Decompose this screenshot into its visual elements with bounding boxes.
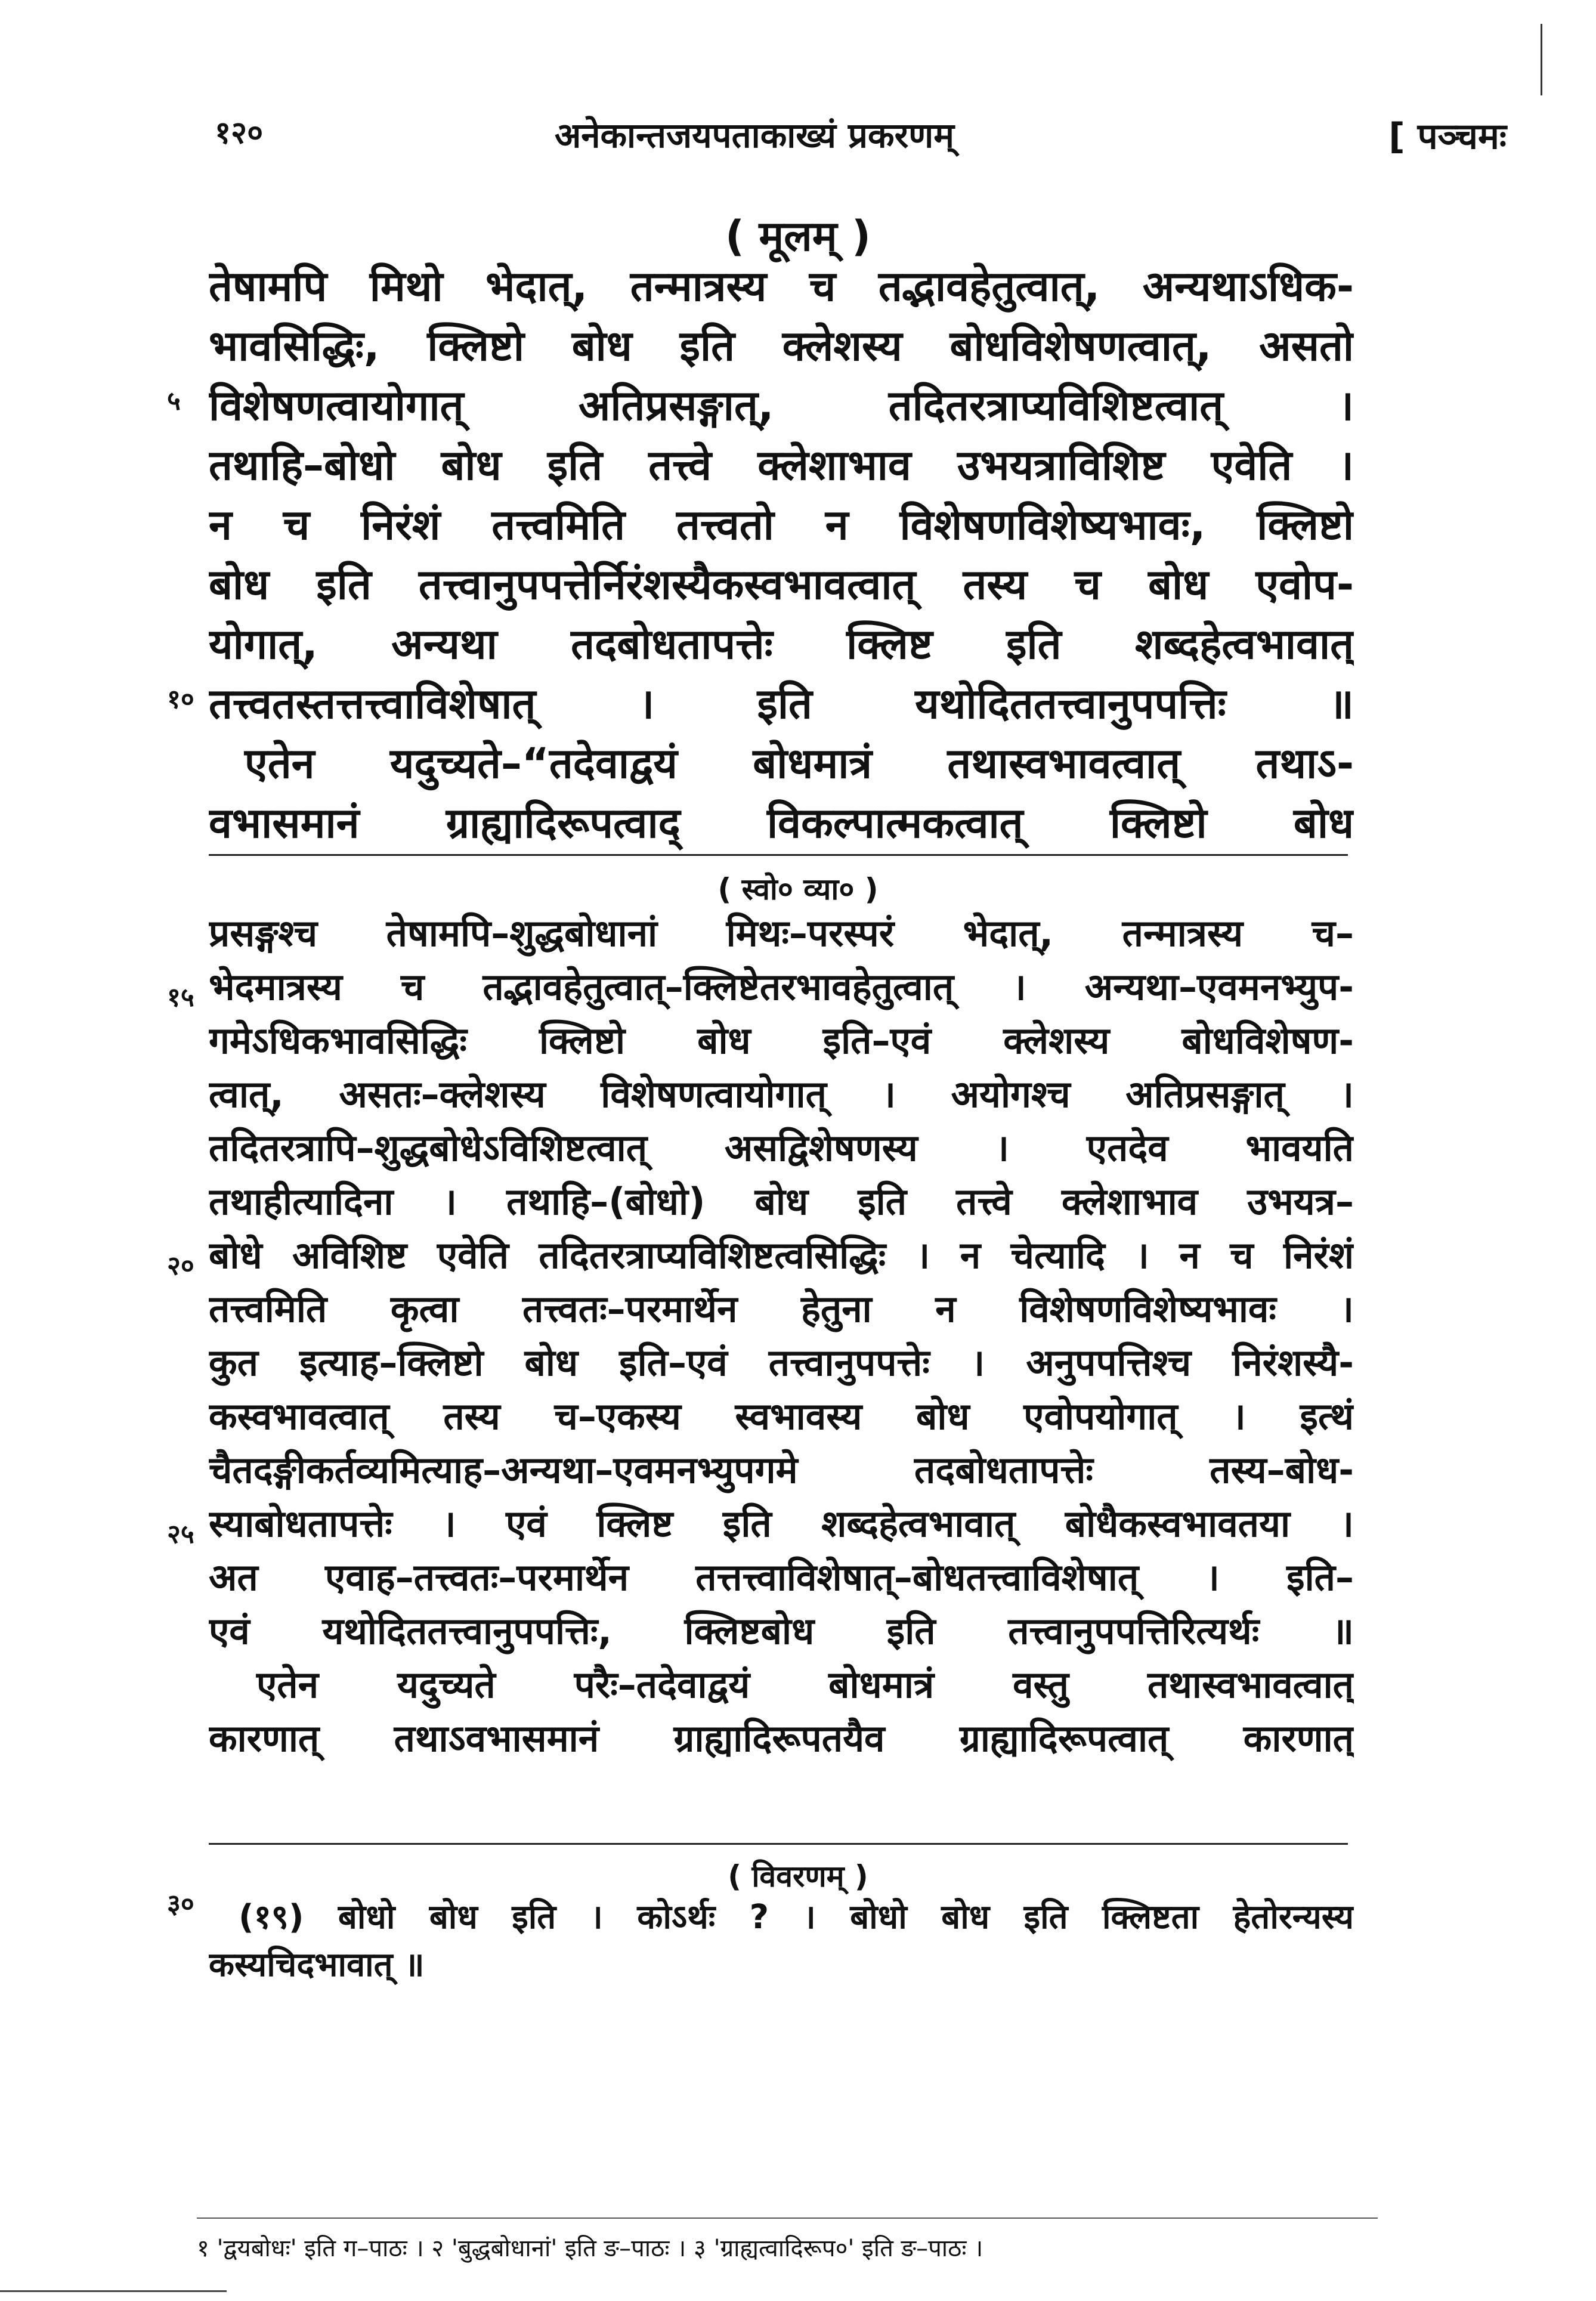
vivarana-line: (१९) बोधो बोध इति । कोऽर्थः ? । बोधो बोध इति क्लिष्टता हेतोरन्यस्य [239,1898,1354,1937]
commentary-line: एतेन यदुच्यते परैः–तदेवाद्वयं बोधमात्रं वस्तु तथास्वभावत्वात् [256,1663,1354,1706]
page-header [197,110,1507,158]
running-title: अनेकान्तजयपताकाख्यं प्रकरणम् [555,115,954,156]
mula-line: तेषामपि मिथो भेदात्, तन्मात्रस्य च तद्भावहेतुत्वात्, अन्यथाऽधिक- [209,262,1354,311]
commentary-line: कस्वभावत्वात् तस्य च–एकस्य स्वभावस्य बोध एवोपयोगात् । इत्थं [209,1394,1354,1438]
commentary-line: गमेऽधिकभावसिद्धिः क्लिष्टो बोध इति–एवं क्लेशस्य बोधविशेषण- [209,1019,1354,1062]
svopajna-heading: ( स्वो० व्या० ) [717,872,879,907]
commentary-line: कुत इत्याह–क्लिष्टो बोध इति–एवं तत्त्वानुपपत्तेः । अनुपपत्तिश्च निरंशस्यै- [209,1341,1354,1384]
mula-line: बोध इति तत्त्वानुपपत्तेर्निरंशस्यैकस्वभावत्वात् तस्य च बोध एवोप- [209,560,1354,609]
page-number: १२० [215,115,264,151]
commentary-line: तदितरत्रापि–शुद्धबोधेऽविशिष्टत्वात् असद्विशेषणस्य । एतदेव भावयति [209,1126,1354,1170]
mula-line: योगात्, अन्यथा तदबोधतापत्तेः क्लिष्ट इति शब्दहेत्वभावात् [209,620,1354,669]
commentary-line: कारणात् तथाऽवभासमानं ग्राह्यादिरूपतयैव ग्राह्यादिरूपत्वात् कारणात् [209,1717,1354,1760]
line-number: २५ [167,1519,194,1550]
section-divider [209,854,1348,856]
page-edge-line [0,2290,227,2292]
commentary-line: चैतदङ्गीकर्तव्यमित्याह–अन्यथा–एवमनभ्युपगमे तदबोधतापत्तेः तस्य–बोध- [209,1448,1354,1492]
commentary-line: तत्त्वमिति कृत्वा तत्त्वतः–परमार्थेन हेतुना न विशेषणविशेष्यभावः । [209,1287,1354,1331]
mula-line: वभासमानं ग्राह्यादिरूपत्वाद् विकल्पात्मकत्वात् क्लिष्टो बोध [209,799,1354,848]
line-number: १५ [167,982,194,1013]
line-number: १० [167,684,194,715]
mula-line: तत्त्वतस्तत्तत्त्वाविशेषात् । इति यथोदिततत्त्वानुपपत्तिः ॥ [209,679,1354,728]
commentary-line: अत एवाह–तत्त्वतः–परमार्थेन तत्तत्त्वाविशेषात्–बोधतत्त्वाविशेषात् । इति– [209,1555,1354,1599]
section-divider [209,1843,1348,1845]
commentary-line: तथाहीत्यादिना । तथाहि–(बोधो) बोध इति तत्त्वे क्लेशाभाव उभयत्र– [209,1180,1354,1223]
mula-line: भावसिद्धिः, क्लिष्टो बोध इति क्लेशस्य बोधविशेषणत्वात्, असतो [209,321,1354,370]
mula-line: तथाहि–बोधो बोध इति तत्त्वे क्लेशाभाव उभयत्राविशिष्ट एवेति । [209,441,1354,490]
footnote-rule [197,2218,1378,2219]
vivarana-line: कस्यचिदभावात् ॥ [209,1946,425,1984]
mula-line: विशेषणत्वायोगात् अतिप्रसङ्गात्, तदितरत्राप्यविशिष्टत्वात् । [209,381,1354,430]
mula-line: एतेन यदुच्यते–“तदेवाद्वयं बोधमात्रं तथास्वभावत्वात् तथाऽ- [245,739,1354,788]
vivarana-heading: ( विवरणम् ) [728,1859,868,1894]
commentary-line: एवं यथोदिततत्त्वानुपपत्तिः, क्लिष्टबोध इति तत्त्वानुपपत्तिरित्यर्थः ॥ [209,1609,1354,1653]
commentary-line: भेदमात्रस्य च तद्भावहेतुत्वात्–क्लिष्टेतरभावहेतुत्वात् । अन्यथा–एवमनभ्युप- [209,965,1354,1009]
commentary-line: प्रसङ्गश्च तेषामपि–शुद्धबोधानां मिथः–परस्परं भेदात्, तन्मात्रस्य च– [209,911,1354,955]
chapter-label: [ पञ्चमः [1388,116,1507,157]
commentary-line: बोधे अविशिष्ट एवेति तदितरत्राप्यविशिष्टत्वसिद्धिः । न चेत्यादि । न च निरंशं [209,1233,1354,1277]
mula-line: न च निरंशं तत्त्वमिति तत्त्वतो न विशेषणविशेष्यभावः, क्लिष्टो [209,500,1354,549]
margin-mark [1541,24,1542,95]
mula-heading: ( मूलम् ) [725,212,871,261]
line-number: २० [167,1251,194,1281]
commentary-line: स्याबोधतापत्तेः । एवं क्लिष्ट इति शब्दहेत्वभावात् बोधैकस्वभावतया । [209,1502,1354,1545]
line-number: ३० [167,1889,194,1919]
line-number: ५ [167,386,181,416]
footnote: १ 'द्वयबोधः' इति ग–पाठः । २ 'बुद्धबोधानां' इति ङ–पाठः । ३ 'ग्राह्यत्वादिरूप०' इति ङ–पाठः । [197,2235,983,2262]
commentary-line: त्वात्, असतः–क्लेशस्य विशेषणत्वायोगात् । अयोगश्च अतिप्रसङ्गात् । [209,1072,1354,1116]
